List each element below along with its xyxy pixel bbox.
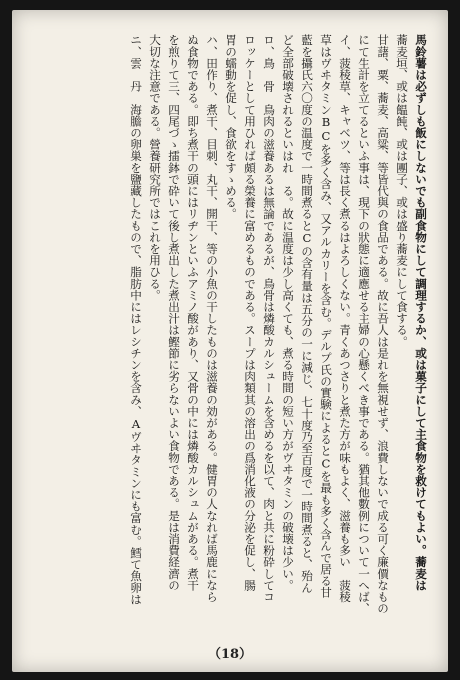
text-line: ニ、雲 丹 海膽の卵巣を鹽藏したもので、脂肪中にはレシチンを含み、Aヴヰタミンにも富む。鱈て魚卵は bbox=[129, 34, 143, 605]
text-line: ハ、田作り、煮干、目刺、丸干、開干、等の小魚の干したものは滋養の効がある。健胃の人なれば馬鹿になら bbox=[205, 34, 219, 603]
text-line: 蕎麦垣、或は饂飩、或は團子、或は盛り蕎麦にして食する。 bbox=[395, 34, 409, 348]
text-line: ロ、鳥 骨 鳥肉の滋養あるは無論であるが、鳥骨は燐酸カルシュームを含めるを以て、肉と共に粉砕してコ bbox=[262, 34, 276, 603]
document-page bbox=[12, 10, 448, 672]
text-line: ロッケーとして用ひれば頗る榮養に富めるものである。スープは肉類其の溶出の爲消化液の分泌を促し、腸 bbox=[243, 34, 257, 591]
body-text bbox=[30, 34, 430, 624]
page-number: （18） bbox=[207, 647, 253, 662]
text-line: イ、菠稜草、キャベツ、等は長く煮るはよろしくない。青くあつさりと煮た方が味もよく、滋養も多い 菠稜 bbox=[338, 34, 352, 603]
text-line: 胃の蠕動を促し、食欲をすゝめる。 bbox=[224, 34, 238, 220]
text-line: ど全部破壊されるといはれ る。故に温度は少し高くても、煮る時間の短い方がヴヰタミンの破壊は少い。 bbox=[281, 34, 295, 591]
text-line: にて生計を立てるといふ事は、現下の狀態に適應せる主婦の心懸くべき事である。猶其他數例について一へば、 bbox=[357, 34, 371, 614]
text-line: 草はヴヰタミンBCを多く含み、又アルカリーを含む。デルプ氏の實験によるとCを最も多く含んで居る甘 bbox=[319, 34, 333, 598]
text-line: 甘藷、粟、蕎麦、高粱、等皆代與の食品である。故に吾人は是れを無視せず、浪費しないで成る可く廉價なもの bbox=[376, 34, 390, 614]
text-line: ぬ食物である。即ち煮干の頭にはリヂンといふアミノ酸があり、又骨の中には燐酸カルシュムがある。煮干 bbox=[186, 34, 200, 591]
text-line: を煎りて三、四尾づゝ擂鉢で砕いて後し煮出した煮出汁は鰹節に劣らないよい食物である。是は消費経濟の bbox=[167, 34, 181, 591]
text-line: 馬鈴薯は必ずしも飯にしないでも副食物にして調理するか、或は菓子にして主食物を救けてもよい。蕎麦は bbox=[414, 34, 428, 591]
text-line: 大切な注意である。營養研究所ではこれを用ひる。 bbox=[148, 34, 162, 301]
text-line: 藍を攝氏六〇度の温度で一時間煮るとCの含有量は五分の一に減じ、七十度乃至百度で一時間煮ると、殆ん bbox=[300, 34, 314, 594]
